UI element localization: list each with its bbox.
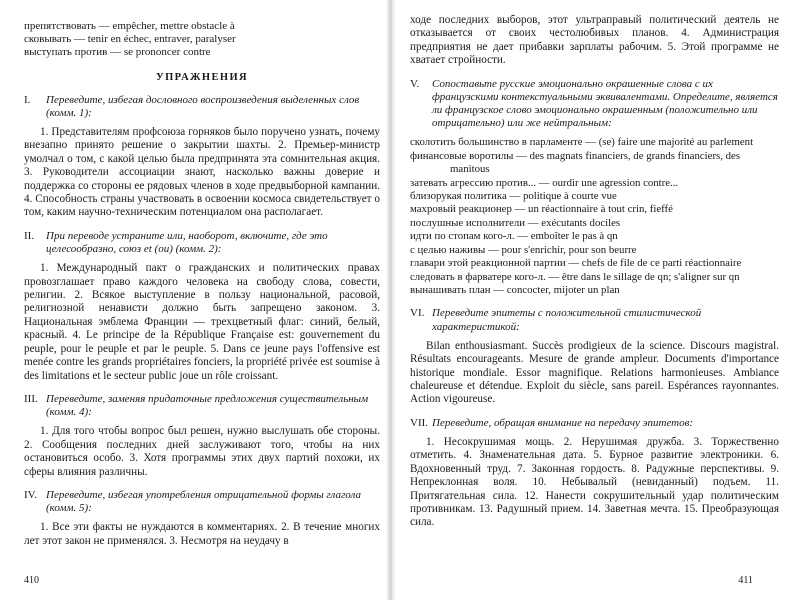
exercise-instruction: Переведите, избегая употребления отрицательной формы глагола (комм. 5): [46,488,361,515]
left-page [0,0,388,600]
exercise-instruction: Переведите эпитеты с положительной стилистической характеристикой: [432,307,702,333]
glossary-item: главари этой реакционной партии — chefs de file de ce parti réactionnaire [410,257,742,270]
glossary-item: вынашивать план — concocter, mijoter un plan [410,283,620,296]
book-gutter [387,0,396,600]
page-number: 411 [738,575,753,586]
exercise-3-title [24,393,380,419]
glossary-item: послушные исполнители — exécutants dociles [410,216,621,229]
glossary-item: махровый реакционер — un réactionnaire à tout crin, fieffé [410,203,673,216]
glossary-item: с целью наживы — pour s'enrichir, pour son beurre [410,243,637,256]
exercise-number: IV. [24,488,37,501]
glossary-item: следовать в фарватере кого-л. — être dans le sillage de qn; s'aligner sur qn [410,270,740,283]
glossary-item: идти по стопам кого-л. — emboîter le pas à qn [410,230,618,243]
exercise-7-title [410,417,779,430]
glossary-list [410,136,779,297]
glossary-item: финансовые воротилы — des magnats financiers, de grands financiers, des manitous [410,149,741,176]
vocab-item: препятствовать — empêcher, mettre obstacle à [24,20,235,32]
exercise-5-title [410,78,779,131]
exercise-instruction: Сопоставьте русские эмоционально окрашенные слова с их французскими контекстуальными эквивалентами. Определите, является ли французское слово эмоционально окрашенным (положительно или отрицательно) или же нейтральным: [432,77,778,130]
exercise-number: V. [410,77,420,90]
exercise-number: VII. [410,416,429,429]
vocabulary-list [24,20,380,60]
glossary-item: близорукая политика — politique à courte vue [410,190,617,203]
exercise-number: I. [24,93,31,106]
exercise-1-title [24,94,380,120]
exercise-1-text: 1. Представителям профсоюза горняков было поручено узнать, почему внезапно принято решение о закрытии шахты. 2. Премьер-министр умолчал о том, с какой целью была предпринята эта сомнительная акция. 3. Руководители ассоциации знают, насколько важны доверие и поддержка со стороны ее рядовых членов в ходе предвыборной кампании. 4. Способность страны участвовать в освоении космоса свидетельствует о том, каким научно-техническим потенциалом она располагает. [24,126,380,219]
right-page [398,0,793,600]
section-title: УПРАЖНЕНИЯ [156,71,248,83]
exercise-number: III. [24,392,38,405]
exercise-6-text: Bilan enthousiasmant. Succès prodigieux de la science. Discours magistral. Résultats encourageants. Mesure de grande ampleur. Documents d'importance historique mondiale. Essor magnifique. Relations harmonieuses. Ambiance chaleureuse et détendue. Exploit du siècle, sans pareil. Espérances rayonnantes. Action vigoureuse. [410,339,779,406]
exercise-instruction: Переведите, обращая внимание на передачу эпитетов: [432,416,694,429]
exercise-number: VI. [410,307,425,320]
exercise-instruction: Переведите, избегая дословного воспроизведения выделенных слов (комм. 1): [46,93,360,119]
vocab-item: выступать против — se prononcer contre [24,46,211,59]
exercise-number: II. [24,229,35,242]
exercise-2-text: 1. Международный пакт о гражданских и политических правах провозглашает право каждого человека на свободу слова, совести, религии. 2. Всякое выступление в пользу национальной, расовой, религиозной ненависти должно быть запрещено законом. 3. Национальная эмблема Франции — трехцветный флаг: синий, белый, красный. 4. Le principe de la République Française est: gouvernement du peuple, pour le peuple et par le peuple. 5. Dans ce jeune pays l'offensive est menée contre les grands propriétaires fonciers, la propriété privée est soumise à des limitations et le secteur public joue un rôle croissant. [24,262,380,382]
exercise-instruction: Переведите, заменяя придаточные предложения существительным (комм. 4): [46,392,369,419]
exercise-7-text: 1. Несокрушимая мощь. 2. Нерушимая дружба. 3. Торжественно отметить. 4. Знаменательная дата. 5. Бурное развитие электроники. 6. Вдохновенный труд. 7. Законная гордость. 8. Радужные перспективы. 9. Непреклонная воля. 10. Небывалый (невиданный) подъем. 11. Притягательная сила. 12. Нанести сокрушительный удар политическим противникам. 13. Радушный прием. 14. Заветная мечта. 15. Преобразующая сила. [410,435,779,529]
exercise-4-text: 1. Все эти факты не нуждаются в комментариях. 2. В течение многих лет этот закон не применялся. 3. Несмотря на неудачу в [24,521,380,547]
page-number: 410 [24,575,39,586]
exercise-instruction: При переводе устраните или, наоборот, включите, где это целесообразно, союз et (ou) (комм. 2): [46,229,328,256]
vocab-item: сковывать — tenir en échec, entraver, paralyser [24,33,236,46]
exercise-4-title [24,489,380,515]
glossary-item: сколотить большинство в парламенте — (se) faire une majorité au parlement [410,136,754,149]
glossary-item: затевать агрессию против... — ourdir une agression contre... [410,176,679,189]
exercise-6-title [410,307,779,333]
exercise-2-title [24,230,380,256]
exercise-3-text: 1. Для того чтобы вопрос был решен, нужно выслушать обе стороны. 2. Сообщения последних дней заслуживают того, чтобы на них остановиться особо. 3. Хотя программы этих двух партий похожи, их сферы влияния различны. [24,425,380,478]
continuation-text: ходе последних выборов, этот ультраправый политический деятель не отказывается от своих честолюбивых планов. 4. Администрация предприятия не дает прибавки зарплаты рабочим. 5. Этой программе не хватает стройности. [410,14,779,67]
